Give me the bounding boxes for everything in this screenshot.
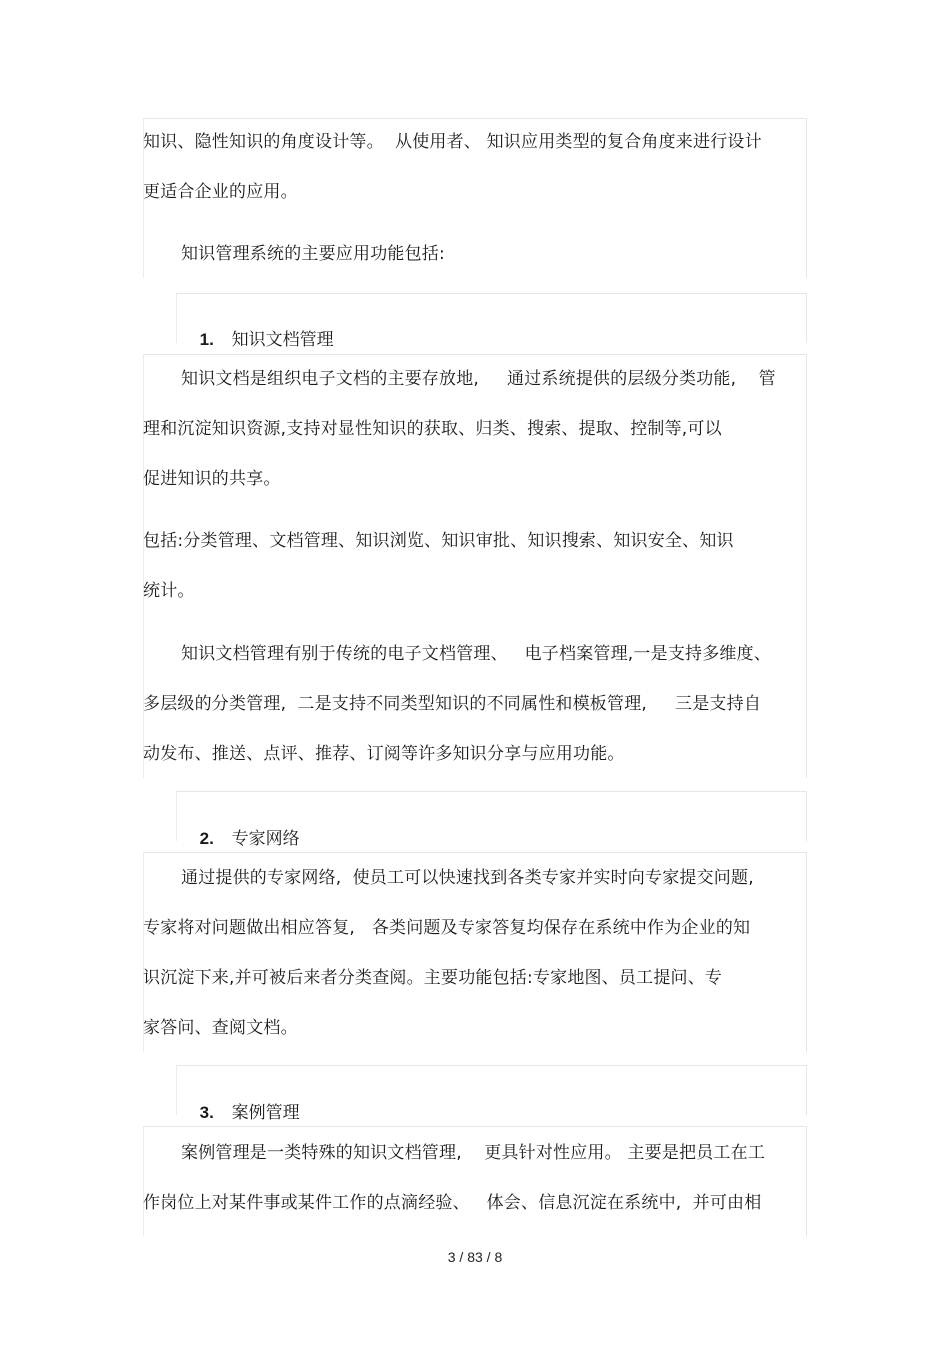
s1-p1-line-3: 促进知识的共享。 <box>143 469 281 489</box>
s1-p1-line-1: 知识文档是组织电子文档的主要存放地, 通过系统提供的层级分类功能, 管 <box>181 369 776 389</box>
section-number: 3. <box>199 1103 214 1122</box>
s2-p1-line-2: 专家将对问题做出相应答复, 各类问题及专家答复均保存在系统中作为企业的知 <box>143 918 751 938</box>
section-title: 案例管理 <box>231 1103 300 1123</box>
s1-p3-line-2: 多层级的分类管理, 二是支持不同类型知识的不同属性和模板管理, 三是支持自 <box>143 694 762 714</box>
s1-p2-line-1: 包括:分类管理、文档管理、知识浏览、知识审批、知识搜索、知识安全、知识 <box>143 531 734 551</box>
section-heading-2 <box>178 806 300 872</box>
s1-p3-line-1: 知识文档管理有别于传统的电子文档管理、 电子档案管理,一是支持多维度、 <box>181 644 772 664</box>
section-title: 专家网络 <box>231 829 300 849</box>
intro-line-2: 更适合企业的应用。 <box>143 182 298 202</box>
page-number: 3 / 83 / 8 <box>447 1249 503 1265</box>
s3-p1-line-2: 作岗位上对某件事或某件工作的点滴经验、 体会、信息沉淀在系统中, 并可由相 <box>143 1193 762 1213</box>
s3-p1-line-1: 案例管理是一类特殊的知识文档管理, 更具针对性应用。 主要是把员工在工 <box>181 1143 766 1163</box>
section-number: 1. <box>199 330 214 349</box>
s2-p1-line-3: 识沉淀下来,并可被后来者分类查阅。主要功能包括:专家地图、员工提问、专 <box>143 968 723 988</box>
section-heading-1 <box>178 307 334 373</box>
s1-p2-line-2: 统计。 <box>143 581 195 601</box>
s2-p1-line-4: 家答问、查阅文档。 <box>143 1018 298 1038</box>
s1-p3-line-3: 动发布、推送、点评、推荐、订阅等许多知识分享与应用功能。 <box>143 744 625 764</box>
s1-p1-line-2: 理和沉淀知识资源,支持对显性知识的获取、归类、搜索、提取、控制等,可以 <box>143 419 722 439</box>
intro-line-1: 知识、隐性知识的角度设计等。 从使用者、 知识应用类型的复合角度来进行设计 <box>143 132 762 152</box>
section-heading-3 <box>178 1080 300 1146</box>
section-title: 知识文档管理 <box>231 330 334 350</box>
s2-p1-line-1: 通过提供的专家网络, 使员工可以快速找到各类专家并实时向专家提交问题, <box>181 868 754 888</box>
intro-line-3: 知识管理系统的主要应用功能包括: <box>181 244 445 264</box>
section-number: 2. <box>199 829 214 848</box>
